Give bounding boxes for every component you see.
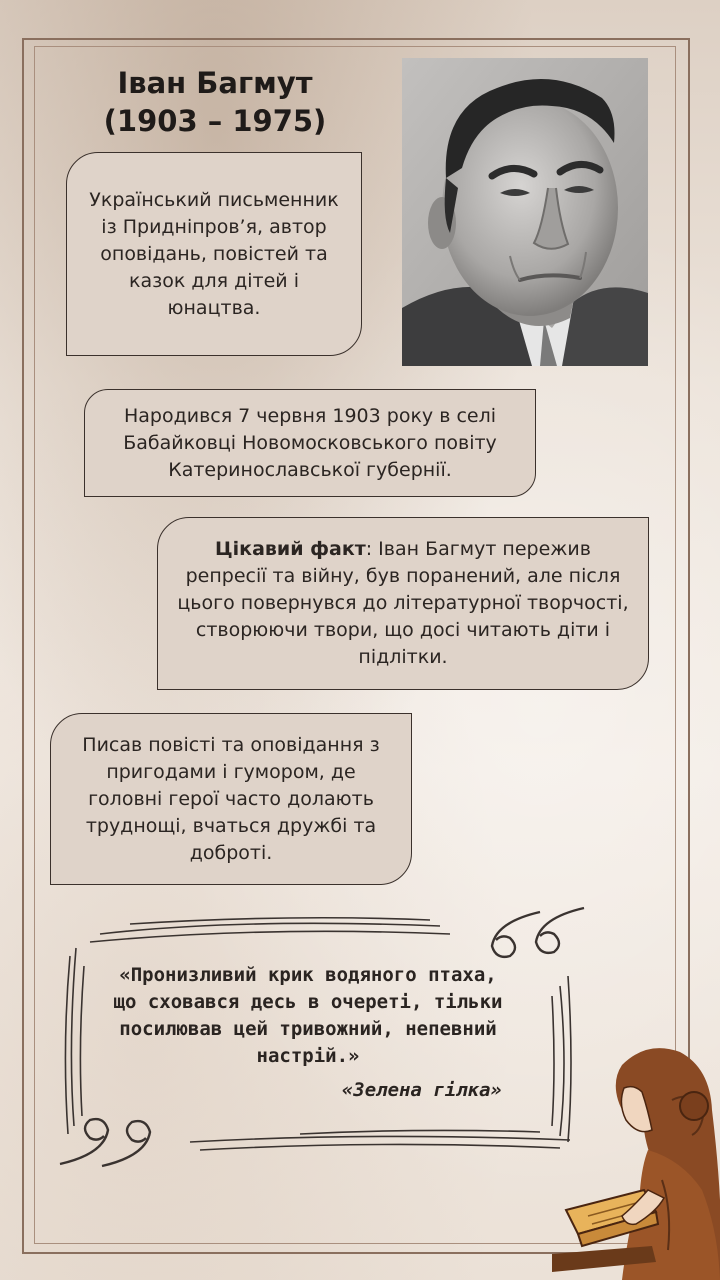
intro-card [66,152,362,356]
fact-text: : Іван Багмут пережив репресії та війну, був поранений, але після цього повернувся до літературної творчості, створюючи твори, що досі читають діти і підлітки. [177,538,629,668]
author-portrait [402,58,648,366]
works-text: Писав повісті та оповідання з пригодами і гумором, де головні герої часто долають труднощі, вчаться дружбі та доброті. [82,733,380,864]
fact-label: Цікавий факт [215,538,366,560]
author-years: (1903 – 1975) [103,104,327,138]
reading-girl-illustration [552,1040,720,1280]
quote-source: «Зелена гілка» [341,1079,502,1101]
intro-text: Український письменник із Придніпров’я, автор оповідань, повістей та казок для дітей і юнацтва. [89,188,339,319]
page-title [82,64,348,140]
works-card [50,713,412,885]
birth-text: Народився 7 червня 1903 року в селі Бабайковці Новомосковського повіту Катеринославської губернії. [123,404,497,481]
open-quote-icon [492,908,584,957]
fact-paragraph [174,536,632,671]
birth-card [84,389,536,497]
close-quote-icon [60,1119,150,1166]
author-name: Іван Багмут [117,66,313,100]
fact-card [157,517,649,690]
quote-text: «Пронизливий крик водяного птаха, що сховався десь в очереті, тільки посилював цей тривожний, непевний настрій.» [113,964,503,1067]
